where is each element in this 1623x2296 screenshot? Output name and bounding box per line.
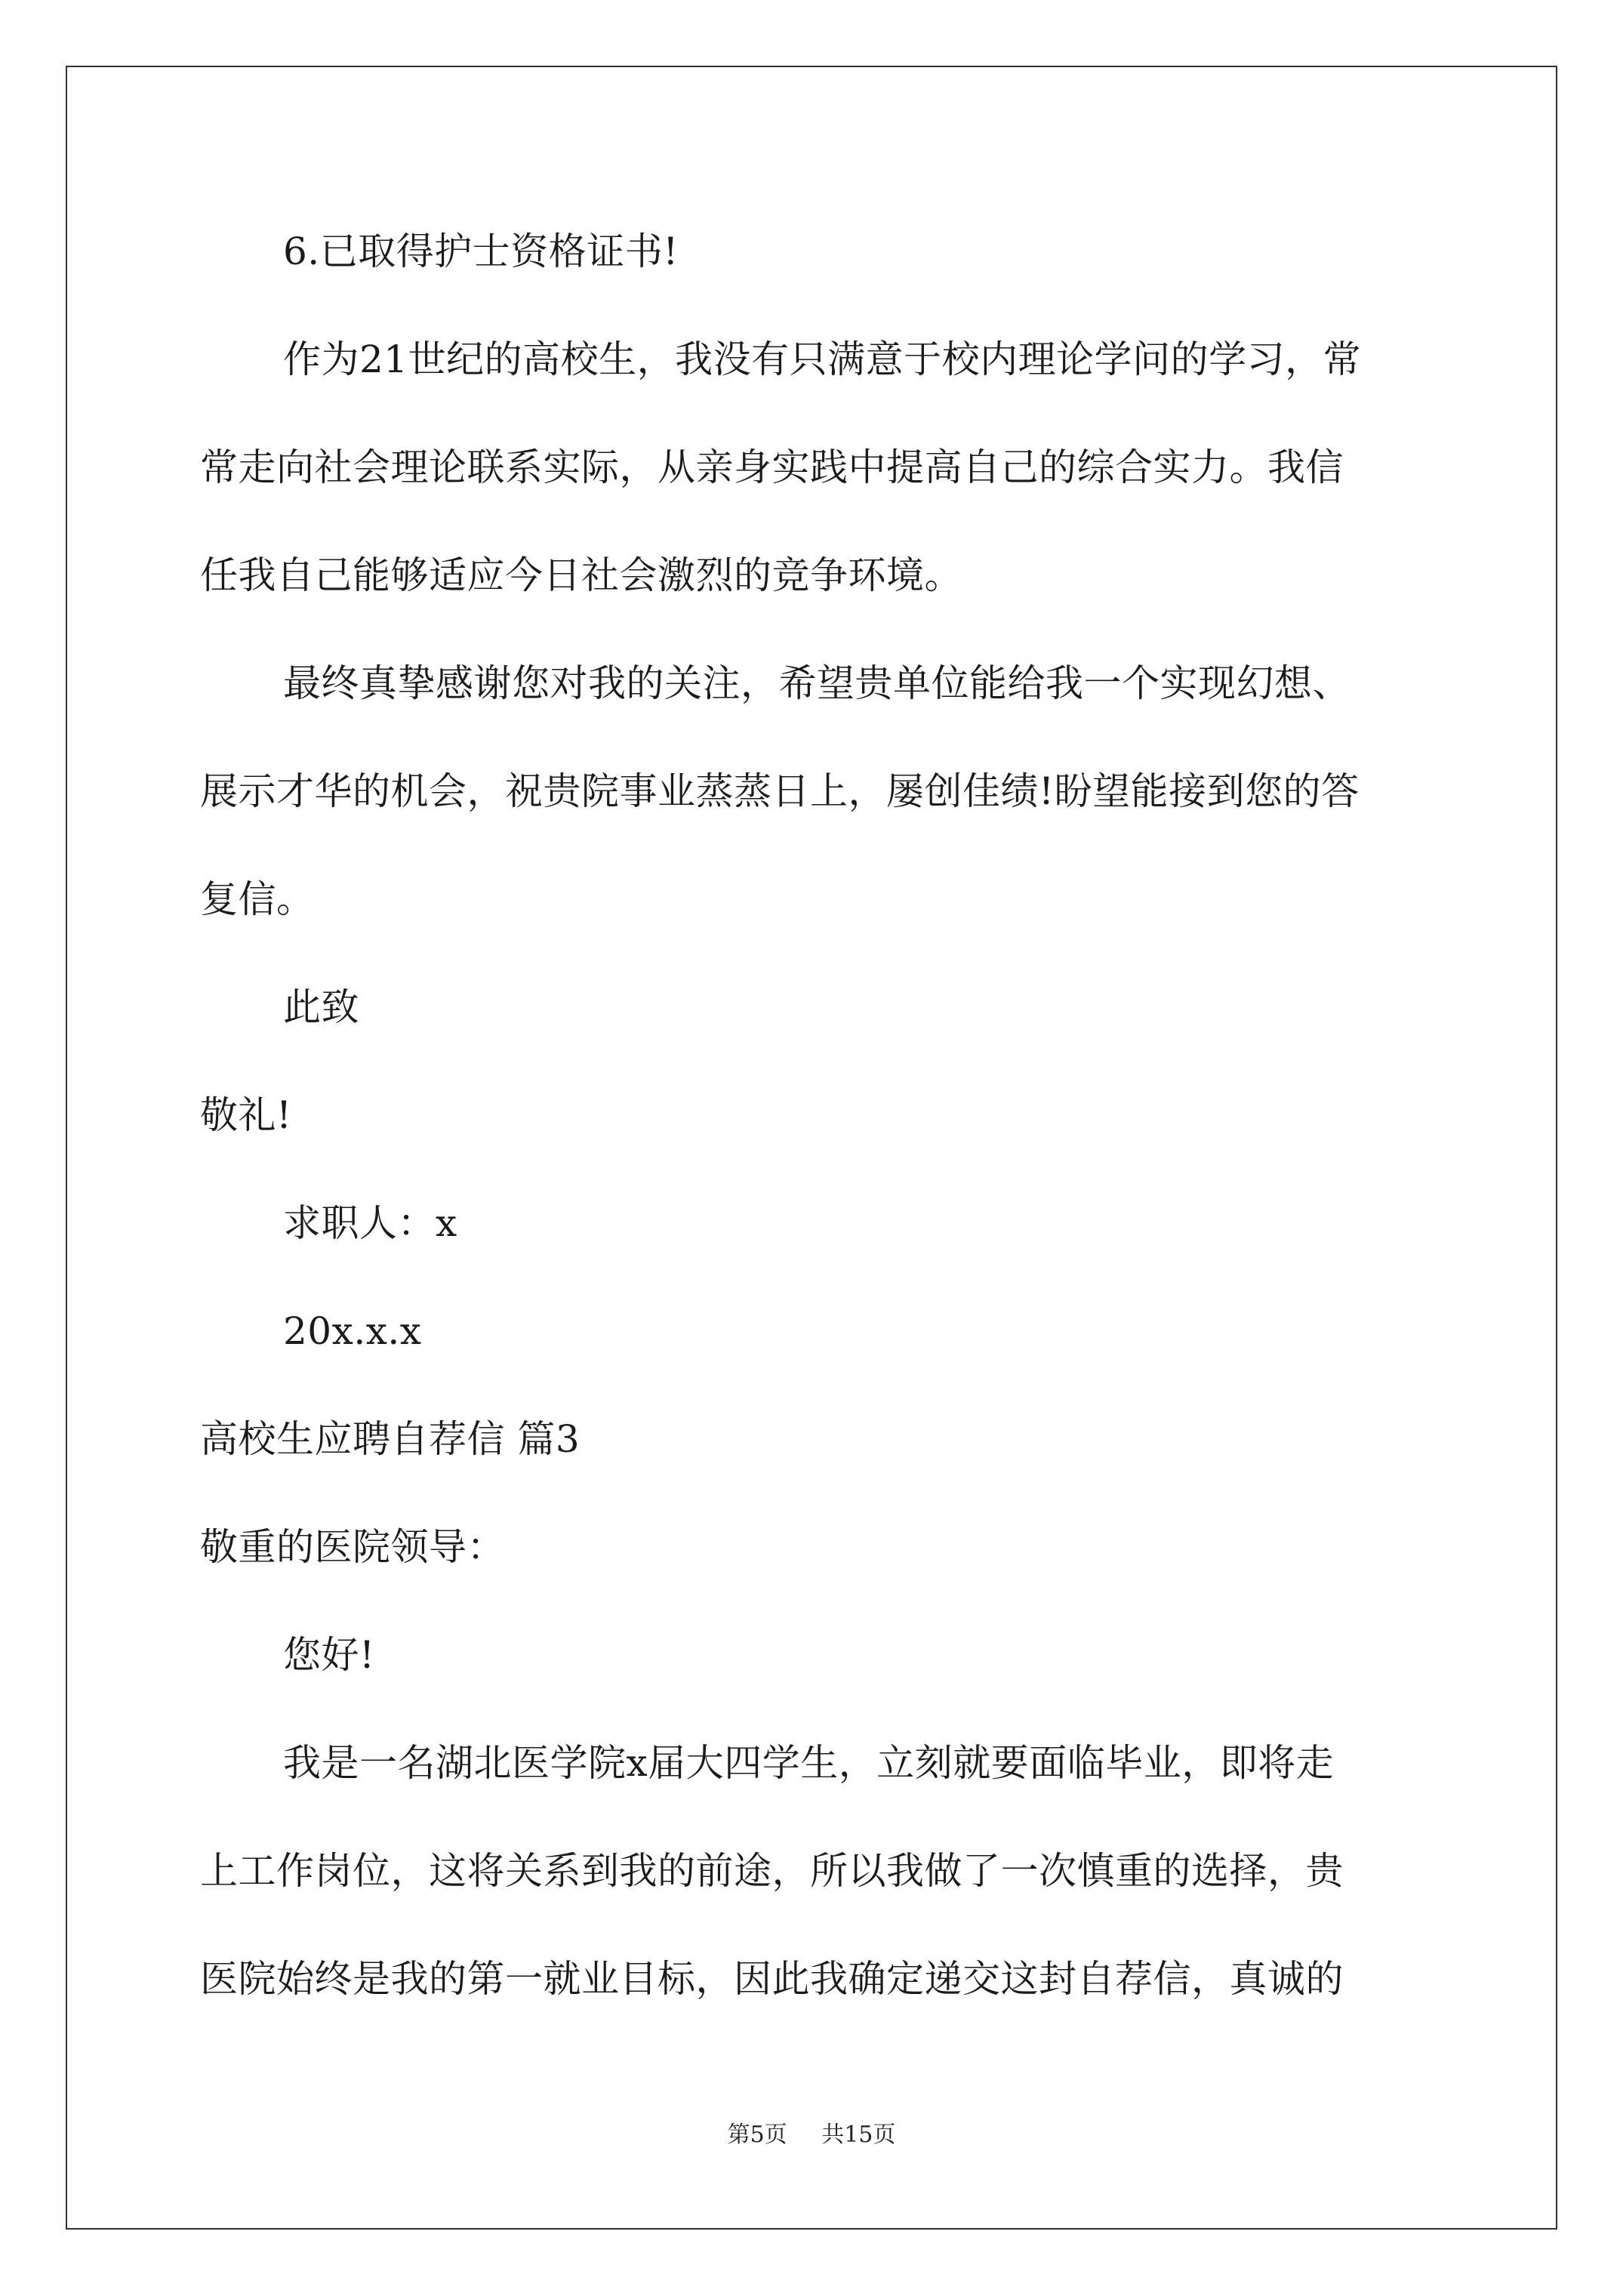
body-line: 作为21世纪的高校生，我没有只满意于校内理论学问的学习，常 [283,337,1362,381]
body-line: 任我自己能够适应今日社会激烈的竞争环境。 [200,553,962,597]
body-line: 常走向社会理论联系实际，从亲身实践中提高自己的综合实力。我信 [200,445,1344,489]
letter-greeting: 敬重的医院领导： [200,1525,505,1569]
date-line: 20x.x.x [283,1309,422,1353]
body-line: 我是一名湖北医学院x届大四学生，立刻就要面临毕业，即将走 [283,1741,1335,1785]
body-line: 6.已取得护士资格证书! [283,230,679,273]
closing-salutation: 此致 [283,985,359,1029]
body-line: 医院始终是我的第一就业目标，因此我确定递交这封自荐信，真诚的 [200,1957,1344,2001]
section-heading: 高校生应聘自荐信 篇3 [200,1417,581,1461]
document-body [200,198,1431,2033]
body-line: 复信。 [200,877,315,921]
signature-line: 求职人：x [283,1201,457,1245]
body-line: 展示才华的机会，祝贵院事业蒸蒸日上，屡创佳绩!盼望能接到您的答 [200,769,1360,813]
page-footer [0,2120,1623,2150]
letter-hello: 您好! [283,1633,375,1677]
page-number: 第5页 [727,2122,787,2148]
body-line: 最终真挚感谢您对我的关注，希望贵单位能给我一个实现幻想、 [283,661,1350,705]
closing-regards: 敬礼! [200,1093,292,1137]
body-line: 上工作岗位，这将关系到我的前途，所以我做了一次慎重的选择，贵 [200,1849,1344,1893]
page-total: 共15页 [821,2122,896,2148]
